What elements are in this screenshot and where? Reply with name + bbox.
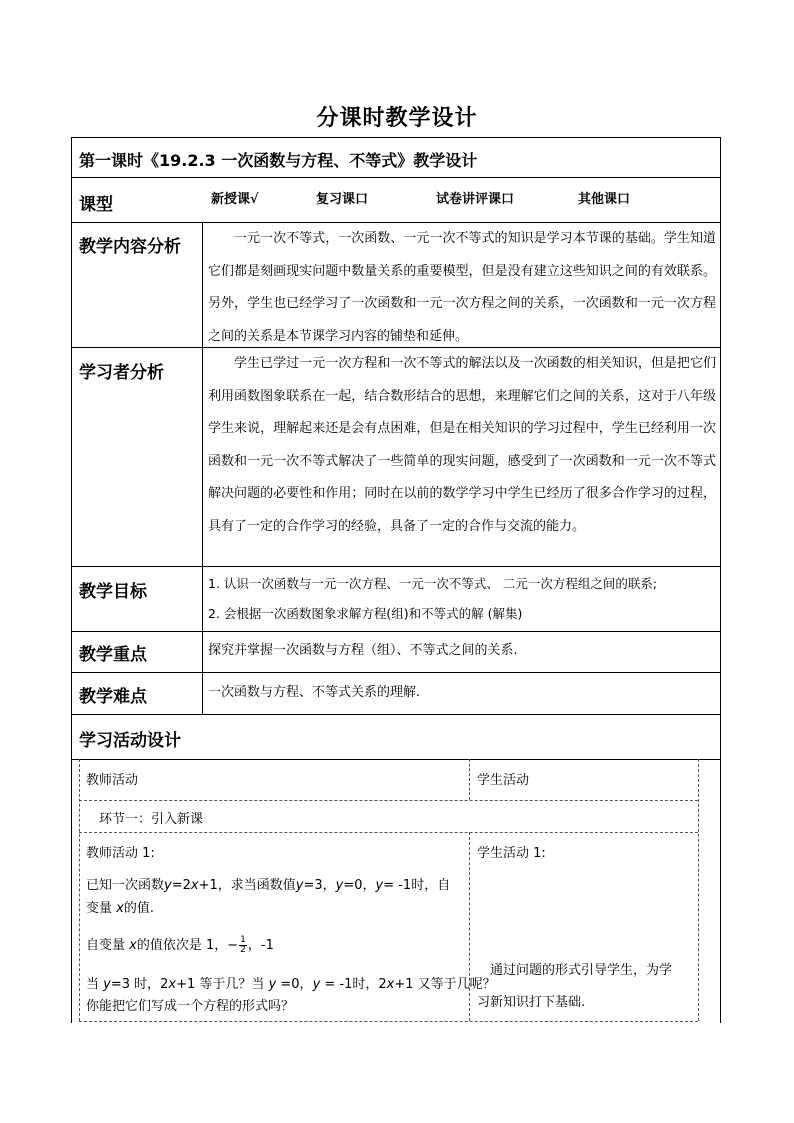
- row-divider: [71, 714, 721, 715]
- row-divider: [71, 759, 721, 760]
- course-type-new: 新授课√: [211, 192, 259, 207]
- fraction: [239, 936, 247, 955]
- var-y: y: [103, 977, 111, 992]
- question-text: +1 又等于几呢？: [394, 977, 496, 992]
- objective-1: 1. 认识一次函数与一元一次方程、一元一次不等式、 二元一次方程组之间的联系;: [208, 576, 658, 591]
- student-activity-1-title: 学生活动 1:: [477, 846, 546, 861]
- activity-border: [79, 759, 80, 1021]
- course-type-label: 课型: [79, 195, 113, 215]
- problem-text: 的值.: [123, 901, 154, 916]
- activity-column-divider: [469, 832, 470, 1021]
- problem-line-2: [86, 897, 154, 916]
- question-text: = -1时，2: [320, 977, 387, 992]
- teacher-activity-1-title: 教师活动 1:: [86, 846, 155, 861]
- key-points-text: 探究并掌握一次函数与方程（组）、不等式之间的关系.: [208, 643, 518, 658]
- difficulties-label: 教学难点: [79, 687, 147, 707]
- var-y: y: [312, 977, 321, 992]
- course-type-review: 复习课口: [316, 192, 369, 207]
- key-points-label: 教学重点: [79, 645, 147, 665]
- lesson-title: 第一课时《19.2.3 一次函数与方程、不等式》教学设计: [79, 151, 478, 170]
- content-analysis-text: 一元一次不等式，一次函数、一元一次不等式的知识是学习本节课的基础。学生知道它们都是刻画现实问题中数量关系的重要模型，但是没有建立这些知识之间的有效联系。另外，学生也已经学习了一次函数和一元一次方程之间的关系，一次函数和一元一次方程之间的关系是本节课学习内容的铺垫和延伸。: [208, 231, 716, 344]
- var-y: y: [164, 878, 172, 893]
- answer-text: 自变量: [86, 938, 130, 953]
- student-activity-text-1: 通过问题的形式引导学生，为学: [490, 963, 673, 978]
- var-y: y: [295, 878, 304, 893]
- column-divider: [202, 222, 203, 714]
- problem-text: +1，求当函数值: [198, 878, 296, 893]
- problem-text: =2: [171, 878, 191, 893]
- answer-text: ，-1: [247, 938, 274, 953]
- course-type-test-review: 试卷讲评课口: [436, 192, 515, 207]
- problem-text: 变量: [86, 901, 117, 916]
- problem-text: = -1时，自: [383, 878, 451, 893]
- row-divider: [71, 672, 721, 673]
- var-x: x: [386, 977, 395, 992]
- var-y: y: [375, 878, 384, 893]
- student-activity-header: 学生活动: [477, 773, 530, 788]
- activity-divider: [79, 1021, 698, 1022]
- teacher-activity-header: 教师活动: [86, 773, 139, 788]
- objective-2: 2. 会根据一次函数图象求解方程(组)和不等式的解 (解集): [208, 606, 523, 621]
- row-divider: [71, 631, 721, 632]
- problem-line-1: [86, 874, 450, 893]
- content-analysis-label: 教学内容分析: [79, 237, 181, 257]
- student-activity-text-2: 习新知识打下基础.: [477, 995, 586, 1010]
- activity-design-label: 学习活动设计: [79, 731, 181, 751]
- question-text: =0，: [276, 977, 313, 992]
- activity-divider: [79, 832, 698, 833]
- var-x: x: [129, 938, 137, 953]
- question-text: 当: [86, 977, 104, 992]
- var-y: y: [335, 878, 344, 893]
- row-divider: [71, 566, 721, 567]
- learner-analysis-label: 学习者分析: [79, 363, 164, 383]
- var-x: x: [168, 977, 177, 992]
- activity-divider: [79, 800, 698, 801]
- learner-analysis-text: 学生已学过一元一次方程和一次不等式的解法以及一次函数的相关知识，但是把它们利用函数图象联系在一起，结合数形结合的思想，来理解它们之间的关系，这对于八年级学生来说，理解起来还是会有点困难，但是在相关知识的学习过程中，学生已经利用一次函数和一元一次不等式解决了一些简单的现实问题，感受到了一次函数和一元一次不等式解决问题的必要性和作用；同时在以前的数学学习中学生已经历了很多合作学习的过程，具有了一定的合作学习的经验，具备了一定的合作与交流的能力。: [208, 356, 716, 534]
- answer-text: 的值依次是 1，−: [136, 938, 239, 953]
- problem-text: 已知一次函数: [86, 878, 165, 893]
- question-line-1: [86, 973, 496, 992]
- difficulties-text: 一次函数与方程、不等式关系的理解.: [208, 685, 421, 700]
- activity-border: [698, 759, 699, 1021]
- objectives-label: 教学目标: [79, 582, 147, 602]
- question-line-2: 你能把它们写成一个方程的形式吗？: [86, 999, 295, 1014]
- problem-text: =3，: [303, 878, 336, 893]
- question-text: +1 等于几？当: [176, 977, 269, 992]
- var-x: x: [116, 901, 124, 916]
- question-text: =3 时，2: [110, 977, 169, 992]
- activity-column-divider: [469, 759, 470, 800]
- var-y: y: [268, 977, 277, 992]
- page-title: 分课时教学设计: [316, 106, 478, 131]
- fraction-numerator: 1: [240, 935, 246, 945]
- problem-text: =0，: [343, 878, 376, 893]
- course-type-other: 其他课口: [578, 192, 631, 207]
- row-divider: [71, 177, 721, 178]
- section-title: 环节一：引入新课: [99, 812, 204, 827]
- answer-line: [86, 934, 274, 955]
- var-x: x: [190, 878, 199, 893]
- fraction-denominator: 2: [240, 945, 246, 955]
